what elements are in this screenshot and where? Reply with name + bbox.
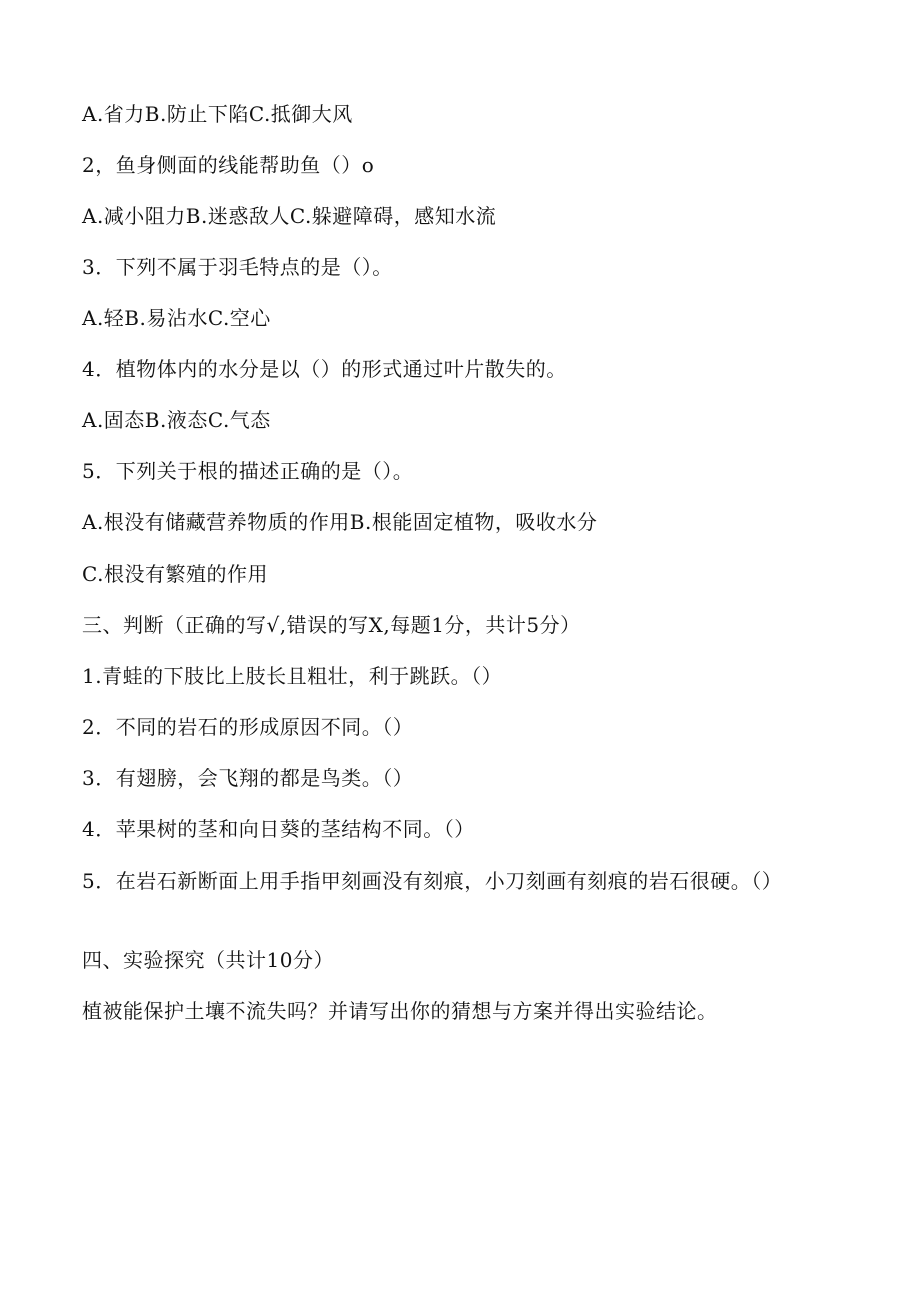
q5-options-ab: A.根没有储藏营养物质的作用B.根能固定植物，吸收水分 xyxy=(82,510,598,534)
section-four-heading: 四、实验探究（共计10分） xyxy=(82,948,334,972)
judge-item-1: 1.青蛙的下肢比上肢长且粗壮，利于跳跃。（） xyxy=(82,664,503,688)
q2-question: 2，鱼身侧面的线能帮助鱼（）o xyxy=(82,153,375,177)
judge-item-2: 2．不同的岩石的形成原因不同。（） xyxy=(82,715,414,739)
judge-item-3: 3．有翅膀，会飞翔的都是鸟类。（） xyxy=(82,766,414,790)
q5-option-c: C.根没有繁殖的作用 xyxy=(82,562,268,586)
q1-options: A.省力B.防止下陷C.抵御大风 xyxy=(82,102,353,126)
q3-question: 3．下列不属于羽毛特点的是（）。 xyxy=(82,255,393,279)
q5-question: 5．下列关于根的描述正确的是（）。 xyxy=(82,459,414,483)
judge-item-4: 4．苹果树的茎和向日葵的茎结构不同。（） xyxy=(82,817,475,841)
experiment-question: 植被能保护土壤不流失吗？并请写出你的猜想与方案并得出实验结论。 xyxy=(82,999,718,1023)
q3-options: A.轻B.易沾水C.空心 xyxy=(82,306,271,330)
judge-item-5: 5．在岩石新断面上用手指甲刻画没有刻痕，小刀刻画有刻痕的岩石很硬。（） xyxy=(82,869,783,893)
q4-question: 4．植物体内的水分是以（）的形式通过叶片散失的。 xyxy=(82,357,567,381)
section-three-heading: 三、判断（正确的写√,错误的写X,每题1分，共计5分） xyxy=(82,613,581,637)
q2-options: A.减小阻力B.迷惑敌人C.躲避障碍，感知水流 xyxy=(82,204,497,228)
q4-options: A.固态B.液态C.气态 xyxy=(82,408,271,432)
